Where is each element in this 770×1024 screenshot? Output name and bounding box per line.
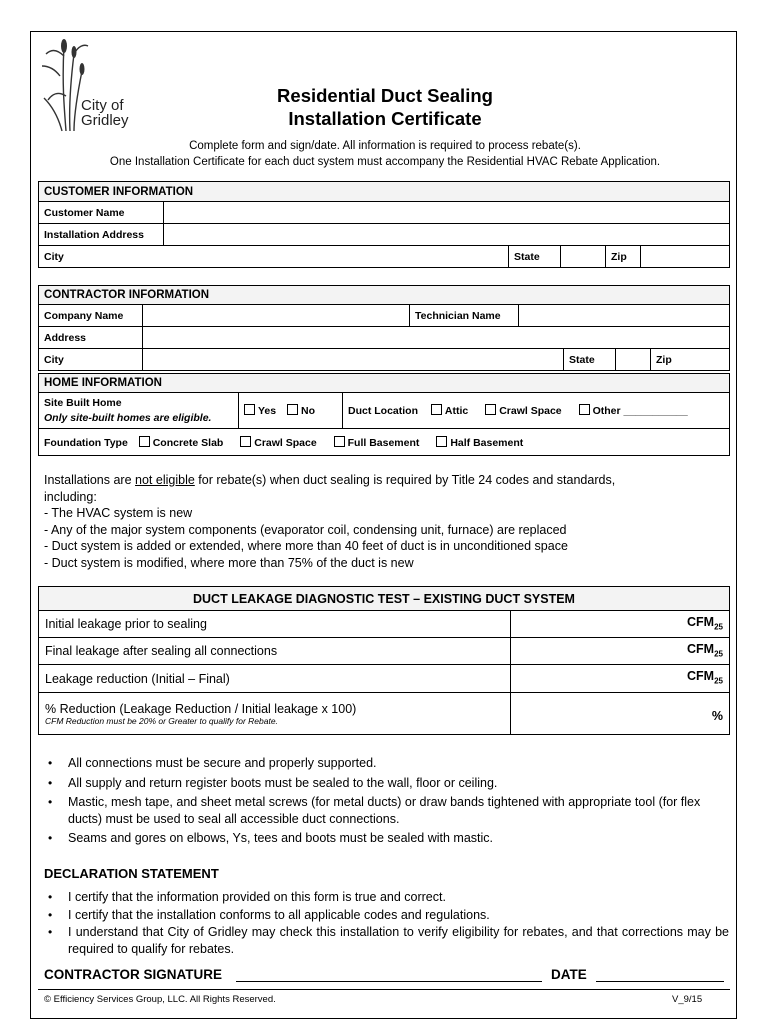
- eligibility-text: [44, 472, 734, 571]
- contractor-info-table: [38, 285, 730, 371]
- title-line1: Residential Duct Sealing: [277, 85, 493, 106]
- customer-zip-label: Zip: [606, 246, 641, 268]
- company-name-label: Company Name: [39, 305, 143, 327]
- requirement-item: • Seams and gores on elbows, Ys, tees and boots must be sealed with mastic.: [44, 830, 729, 847]
- eligibility-item: - The HVAC system is new: [44, 506, 193, 520]
- cfm-unit-sub: 25: [714, 622, 723, 632]
- instructions-line1: Complete form and sign/date. All information is required to process rebate(s).: [189, 140, 581, 152]
- title-line2: Installation Certificate: [288, 108, 482, 129]
- installation-address-field[interactable]: [164, 224, 730, 246]
- crawl-space-label: Crawl Space: [499, 405, 562, 417]
- attic-checkbox[interactable]: [431, 404, 442, 415]
- cfm-unit: CFM: [687, 669, 715, 683]
- customer-name-label: Customer Name: [39, 202, 164, 224]
- contractor-info-header: CONTRACTOR INFORMATION: [39, 286, 730, 305]
- percent-unit: %: [711, 708, 723, 723]
- declaration-item: • I certify that the installation conforms to all applicable codes and regulations.: [44, 907, 729, 924]
- customer-info-header: CUSTOMER INFORMATION: [39, 182, 730, 202]
- eligibility-item: - Duct system is modified, where more than 75% of the duct is new: [44, 555, 414, 570]
- site-built-options: [239, 393, 343, 429]
- initial-leakage-field[interactable]: [511, 611, 730, 638]
- foundation-crawl-checkbox[interactable]: [240, 436, 251, 447]
- instructions: [40, 138, 730, 170]
- no-checkbox[interactable]: [287, 404, 298, 415]
- percent-reduction-cell: [39, 693, 511, 735]
- declaration-list: [44, 889, 729, 960]
- final-leakage-field[interactable]: [511, 638, 730, 665]
- city-name-line2: Gridley: [81, 112, 129, 129]
- other-label: Other ___________: [592, 405, 688, 417]
- contractor-zip-cell[interactable]: [651, 349, 730, 371]
- half-basement-checkbox[interactable]: [436, 436, 447, 447]
- home-info-table: [38, 373, 730, 456]
- copyright-text: © Efficiency Services Group, LLC. All Rights Reserved.: [44, 994, 276, 1005]
- cfm-unit-sub: 25: [714, 649, 723, 659]
- technician-name-label: Technician Name: [410, 305, 519, 327]
- foundation-crawl-label: Crawl Space: [254, 436, 317, 449]
- percent-reduction-field[interactable]: [511, 693, 730, 735]
- cfm-unit: CFM: [687, 615, 715, 629]
- leakage-reduction-field[interactable]: [511, 665, 730, 693]
- company-name-field[interactable]: [143, 305, 410, 327]
- contractor-address-label: Address: [39, 327, 143, 349]
- city-name: [81, 98, 129, 128]
- percent-reduction-label: % Reduction (Leakage Reduction / Initial leakage x 100): [45, 701, 357, 716]
- foundation-row: [39, 429, 730, 456]
- requirement-item: • All connections must be secure and properly supported.: [44, 755, 729, 772]
- final-leakage-label: Final leakage after sealing all connections: [39, 638, 511, 665]
- site-built-note: Only site-built homes are eligible.: [44, 411, 212, 424]
- page-title: [200, 84, 570, 130]
- requirements-list: [44, 755, 729, 850]
- eligibility-intro: Installations are not eligible for rebate(s) when duct sealing is required by Title 24 codes and standards,: [44, 473, 616, 487]
- yes-label: Yes: [258, 405, 277, 417]
- customer-state-field[interactable]: [561, 246, 606, 268]
- declaration-title: DECLARATION STATEMENT: [44, 866, 219, 881]
- concrete-slab-checkbox[interactable]: [139, 436, 150, 447]
- customer-name-field[interactable]: [164, 202, 730, 224]
- diagnostic-header: DUCT LEAKAGE DIAGNOSTIC TEST – EXISTING DUCT SYSTEM: [39, 587, 730, 611]
- footer-divider: [38, 989, 730, 990]
- signature-label: CONTRACTOR SIGNATURE: [44, 967, 222, 982]
- site-built-label: Site Built Home: [44, 396, 122, 409]
- full-basement-label: Full Basement: [347, 436, 420, 449]
- customer-zip-field[interactable]: [641, 246, 730, 268]
- customer-city-field[interactable]: [164, 246, 509, 268]
- customer-city-label: City: [39, 246, 164, 268]
- eligibility-item: - Any of the major system components (evaporator coil, condensing unit, furnace) are replaced: [44, 522, 567, 537]
- customer-info-table: [38, 181, 730, 268]
- concrete-slab-label: Concrete Slab: [152, 436, 224, 449]
- initial-leakage-label: Initial leakage prior to sealing: [39, 611, 511, 638]
- date-field[interactable]: [596, 981, 724, 982]
- declaration-item: • I understand that City of Gridley may check this installation to verify eligibility for rebates, and that corrections may be required to qualify for rebates.: [44, 924, 729, 957]
- attic-label: Attic: [444, 405, 469, 417]
- foundation-label: Foundation Type: [44, 436, 128, 449]
- customer-state-label: State: [509, 246, 561, 268]
- duct-location-label: Duct Location: [348, 405, 418, 417]
- half-basement-label: Half Basement: [450, 436, 524, 449]
- contractor-address-field[interactable]: [143, 327, 730, 349]
- yes-checkbox[interactable]: [244, 404, 255, 415]
- instructions-line2: One Installation Certificate for each duct system must accompany the Residential HVAC Rebate Application.: [109, 156, 661, 168]
- duct-location-cell: [343, 393, 730, 429]
- eligibility-item: - Duct system is added or extended, where more than 40 feet of duct is in unconditioned space: [44, 539, 568, 553]
- contractor-state-label: State: [564, 349, 616, 371]
- contractor-zip-label: Zip: [656, 353, 672, 366]
- signature-field[interactable]: [236, 981, 542, 982]
- leakage-reduction-label: Leakage reduction (Initial – Final): [39, 665, 511, 693]
- no-label: No: [301, 405, 316, 417]
- cfm-unit: CFM: [687, 642, 715, 656]
- declaration-item: • I certify that the information provided on this form is true and correct.: [44, 889, 729, 906]
- contractor-state-field[interactable]: [616, 349, 651, 371]
- home-info-header: HOME INFORMATION: [39, 374, 730, 393]
- city-name-line1: City of: [81, 97, 124, 114]
- date-label: DATE: [551, 967, 587, 982]
- version-text: V_9/15: [672, 994, 703, 1005]
- requirement-item: • Mastic, mesh tape, and sheet metal screws (for metal ducts) or draw bands tightened with appropriate tool (for flex ducts) must be used to seal all accessible duct connections.: [44, 794, 729, 827]
- technician-name-field[interactable]: [519, 305, 730, 327]
- eligibility-including: including:: [44, 489, 97, 504]
- full-basement-checkbox[interactable]: [334, 436, 345, 447]
- requirement-item: • All supply and return register boots must be sealed to the wall, floor or ceiling.: [44, 775, 729, 792]
- installation-address-label: Installation Address: [39, 224, 164, 246]
- crawl-space-checkbox[interactable]: [485, 404, 496, 415]
- percent-reduction-note: CFM Reduction must be 20% or Greater to qualify for Rebate.: [45, 715, 278, 726]
- diagnostic-test-table: [38, 586, 730, 735]
- cfm-unit-sub: 25: [714, 676, 723, 686]
- site-built-cell: [39, 393, 239, 429]
- contractor-city-field[interactable]: [143, 349, 564, 371]
- contractor-city-label: City: [39, 349, 143, 371]
- other-checkbox[interactable]: [579, 404, 590, 415]
